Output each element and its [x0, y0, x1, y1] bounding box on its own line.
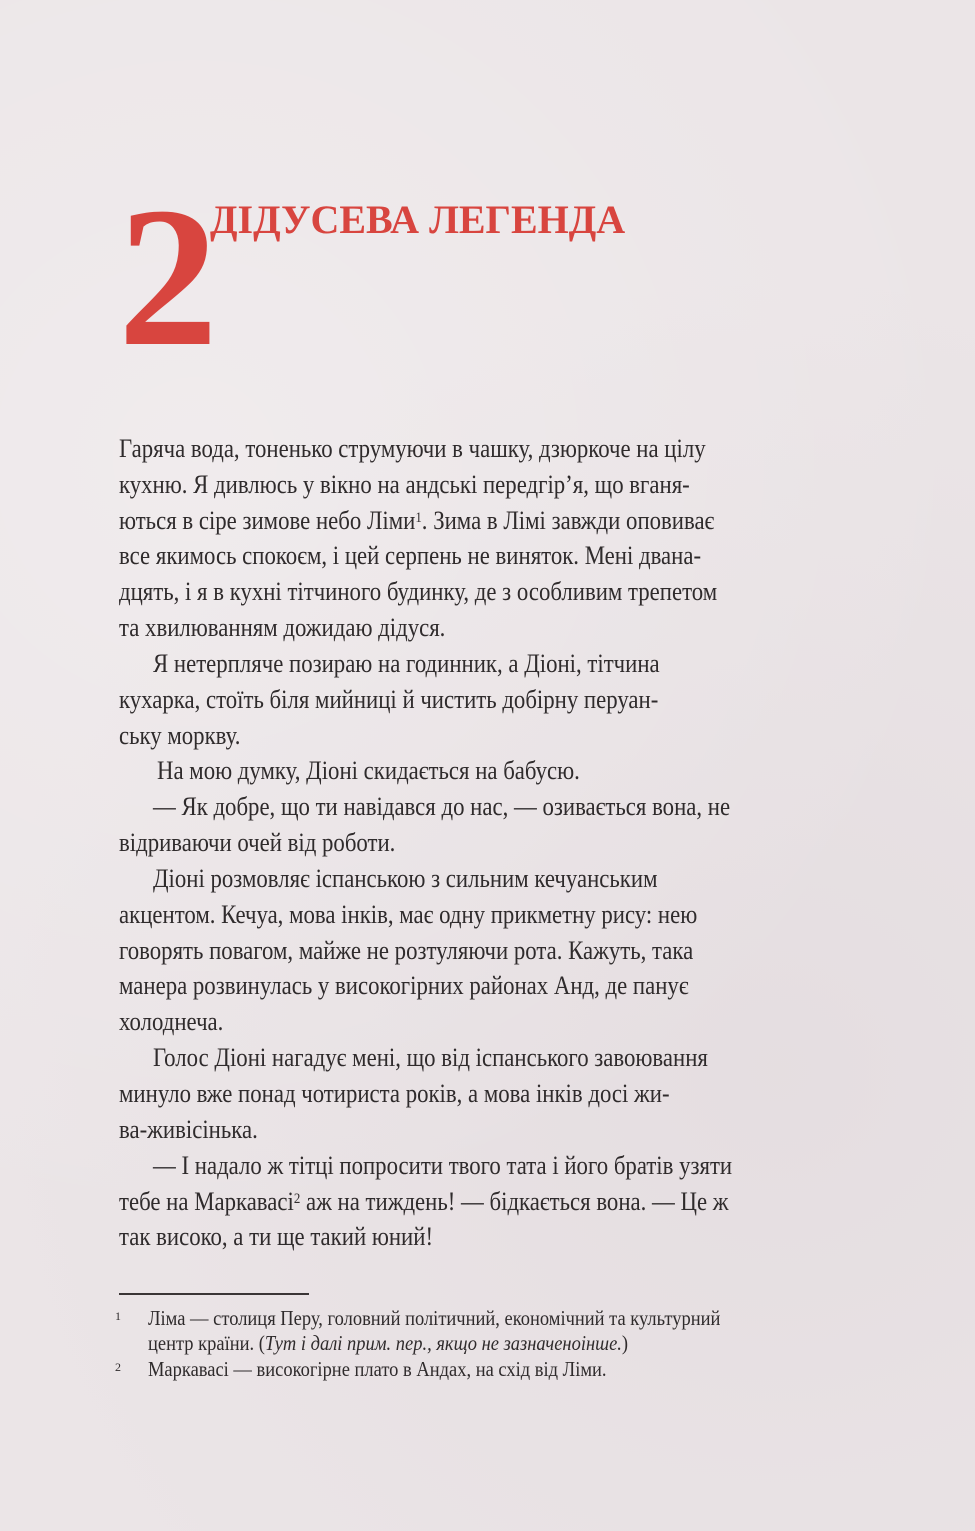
text-line: тебе на Маркавасі$^2$ аж на тиждень! — бідкається вона. — Це ж	[119, 1186, 729, 1216]
text-line: минуло вже понад чотириста років, а мова інків досі жи-	[119, 1078, 670, 1108]
text-line: манера розвинулась у високогірних районах Анд, де панує	[119, 970, 689, 1000]
footnote-mark-1: 1	[115, 1309, 121, 1323]
footnote-1-line-1: Ліма — столиця Перу, головний політичний, економічний та культурний	[148, 1306, 721, 1330]
chapter-title: ДІДУСЕВА ЛЕГЕНДА	[210, 197, 626, 242]
text-line: кухню. Я дивлюсь у вікно на андські передгір’я, що вганя-	[119, 469, 690, 499]
paragraph-start: На мою думку, Діоні скидається на бабусю.	[157, 755, 580, 785]
footnote-ref-2: 2	[293, 1191, 301, 1207]
text-line: відриваючи очей від роботи.	[119, 827, 396, 857]
dialogue-line: — І надало ж тітці попросити твого тата і його братів узяти	[153, 1150, 733, 1180]
footnote-ref-1: 1	[415, 510, 422, 526]
paragraph-start: Голос Діоні нагадує мені, що від іспанського завоювання	[153, 1042, 708, 1072]
text-line: та хвилюванням дожидаю дідуся.	[119, 612, 446, 642]
chapter-number: 2	[118, 167, 214, 388]
text-line: все якимось спокоєм, і цей серпень не виняток. Мені двана-	[119, 540, 702, 570]
text-line: акцентом. Кечуа, мова інків, має одну прикметну рису: нею	[119, 899, 698, 929]
text-line: ються в сіре зимове небо Ліми$^1$. Зима в Лімі завжди оповиває	[119, 505, 715, 535]
footnote-2-line-1: Маркавасі — високогірне плато в Андах, на схід від Ліми.	[148, 1357, 607, 1381]
paragraph-start: Діоні розмовляє іспанською з сильним кечуанським	[153, 863, 658, 893]
text-line: кухарка, стоїть біля мийниці й чистить добірну перуан-	[119, 684, 659, 714]
paragraph-start: Я нетерпляче позираю на годинник, а Діоні, тітчина	[153, 648, 660, 678]
text-line: ську моркву.	[119, 720, 241, 750]
footnote-mark-2: 2	[115, 1360, 121, 1374]
dialogue-line: — Як добре, що ти навідався до нас, — озивається вона, не	[153, 791, 731, 821]
text-line: говорять повагом, майже не розтуляючи рота. Кажуть, така	[119, 935, 694, 965]
footnote-divider	[119, 1293, 309, 1295]
footnote-1-line-2: центр країни. (Тут і далі прим. пер., якщо не зазначеноінше.)	[148, 1331, 629, 1355]
text-line: Гаряча вода, тоненько струмуючи в чашку, дзюркоче на цілу	[119, 433, 706, 463]
text-line: ва-живісінька.	[119, 1114, 258, 1144]
text-line: дцять, і я в кухні тітчиного будинку, де з особливим трепетом	[119, 576, 718, 606]
text-line: холоднеча.	[119, 1006, 224, 1036]
text-line: так високо, а ти ще такий юний!	[119, 1221, 434, 1251]
